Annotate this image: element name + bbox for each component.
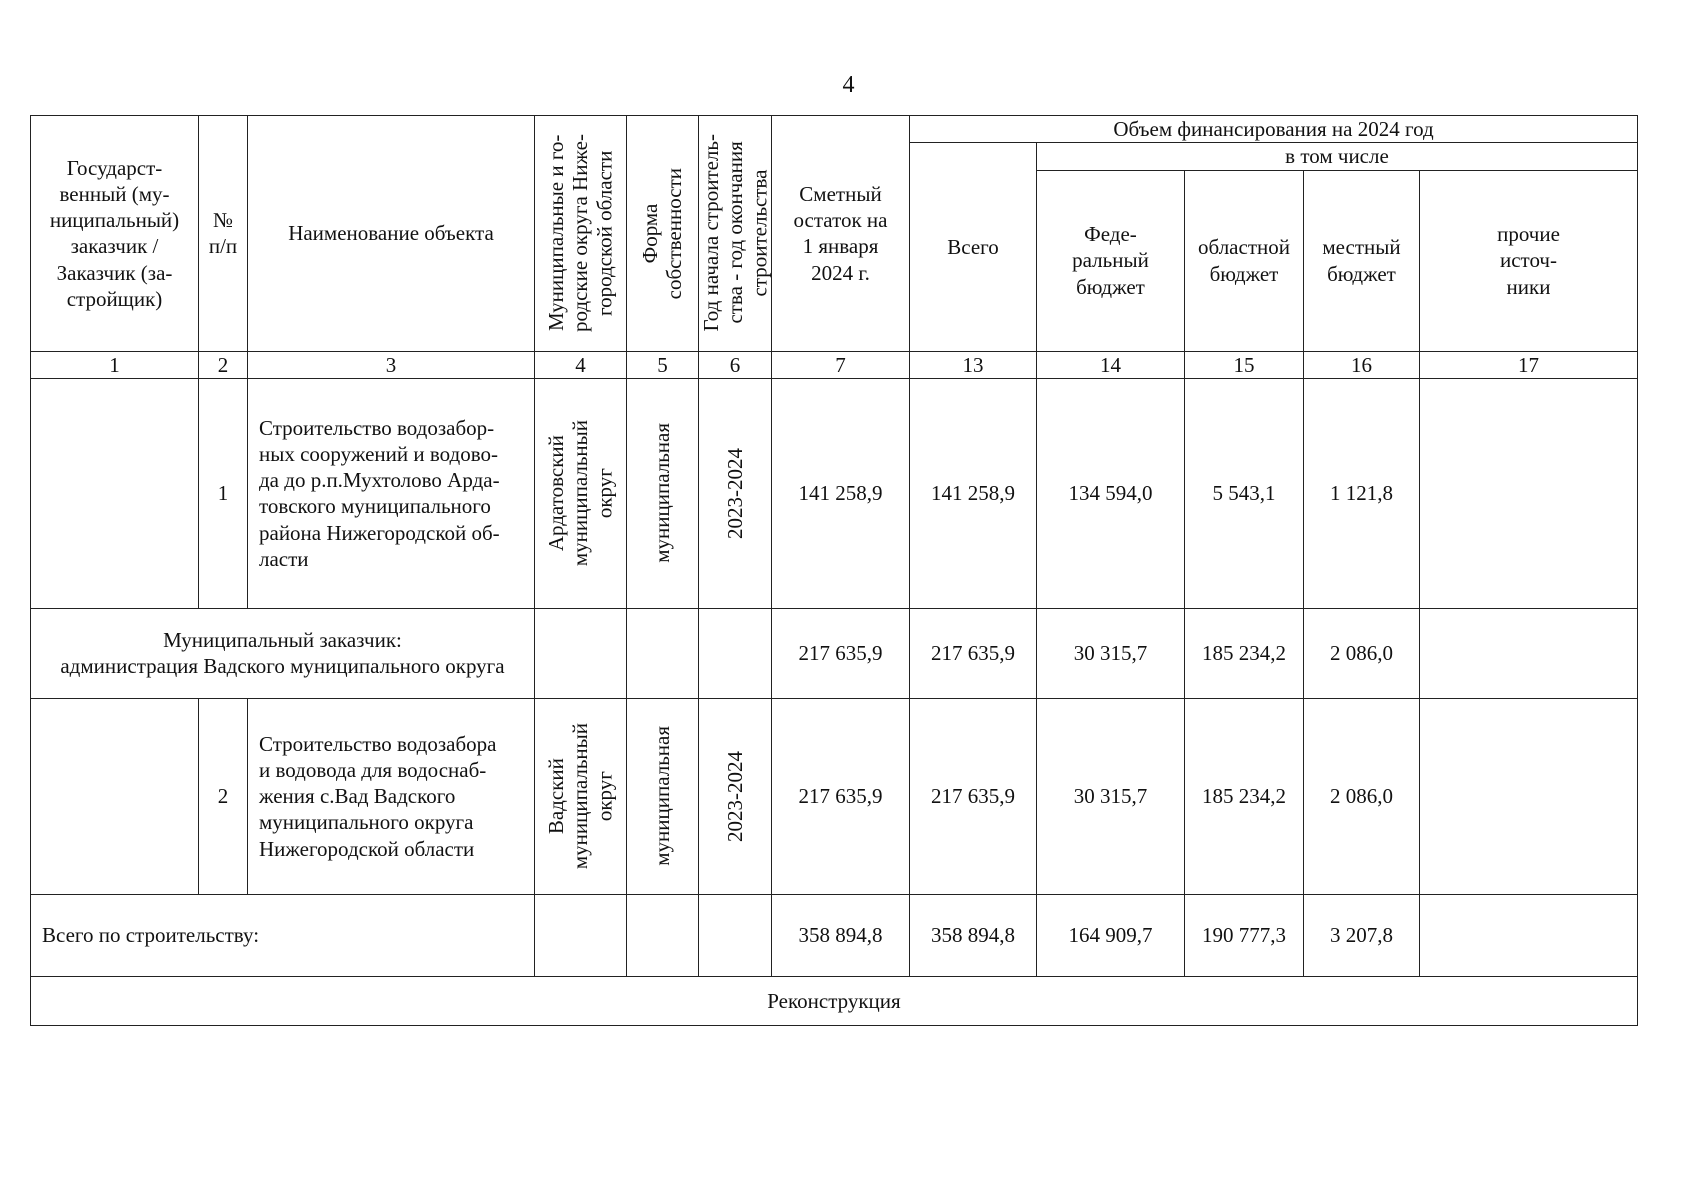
header-row-1 bbox=[31, 116, 1638, 143]
col-num: 5 bbox=[627, 351, 699, 378]
cell-customer-label: Муниципальный заказчик: администрация Вадского муниципального округа bbox=[31, 608, 535, 698]
header-municipal: Муниципальные и го- родские округа Ниже- городской области bbox=[535, 116, 627, 352]
cell-customer bbox=[31, 378, 199, 608]
cell-number: 2 bbox=[199, 698, 248, 894]
cell-total: 141 258,9 bbox=[910, 378, 1037, 608]
table-row-item-2 bbox=[31, 698, 1638, 894]
header-number: № п/п bbox=[199, 116, 248, 352]
header-other: прочие источ- ники bbox=[1420, 170, 1638, 351]
col-num: 16 bbox=[1304, 351, 1420, 378]
cell-ownership bbox=[627, 608, 699, 698]
table-row-section bbox=[31, 976, 1638, 1025]
cell-grand-total-label: Всего по строительству: bbox=[31, 894, 535, 976]
col-num: 4 bbox=[535, 351, 627, 378]
cell-total: 358 894,8 bbox=[910, 894, 1037, 976]
cell-regional: 5 543,1 bbox=[1185, 378, 1304, 608]
cell-regional: 190 777,3 bbox=[1185, 894, 1304, 976]
cell-federal: 164 909,7 bbox=[1037, 894, 1185, 976]
header-object-name: Наименование объекта bbox=[248, 116, 535, 352]
cell-total: 217 635,9 bbox=[910, 698, 1037, 894]
cell-federal: 30 315,7 bbox=[1037, 608, 1185, 698]
header-local: местный бюджет bbox=[1304, 170, 1420, 351]
cell-regional: 185 234,2 bbox=[1185, 698, 1304, 894]
col-num: 14 bbox=[1037, 351, 1185, 378]
cell-local: 3 207,8 bbox=[1304, 894, 1420, 976]
header-total: Всего bbox=[910, 143, 1037, 351]
header-customer: Государст- венный (му- ниципальный) заказчик / Заказчик (за- стройщик) bbox=[31, 116, 199, 352]
col-num: 6 bbox=[699, 351, 772, 378]
table-row-customer-2 bbox=[31, 608, 1638, 698]
cell-ownership bbox=[627, 894, 699, 976]
col-num: 3 bbox=[248, 351, 535, 378]
cell-years bbox=[699, 608, 772, 698]
col-num: 2 bbox=[199, 351, 248, 378]
col-num: 1 bbox=[31, 351, 199, 378]
financing-table bbox=[30, 115, 1638, 1026]
cell-federal: 134 594,0 bbox=[1037, 378, 1185, 608]
cell-other bbox=[1420, 608, 1638, 698]
cell-other bbox=[1420, 378, 1638, 608]
page-number: 4 bbox=[842, 72, 855, 98]
header-including: в том числе bbox=[1037, 143, 1638, 170]
header-years: Год начала строитель- ства - год окончания строительства bbox=[699, 116, 772, 352]
cell-regional: 185 234,2 bbox=[1185, 608, 1304, 698]
col-num: 17 bbox=[1420, 351, 1638, 378]
header-regional: областной бюджет bbox=[1185, 170, 1304, 351]
cell-municipal bbox=[535, 608, 627, 698]
header-federal: Феде- ральный бюджет bbox=[1037, 170, 1185, 351]
cell-local: 1 121,8 bbox=[1304, 378, 1420, 608]
header-financing: Объем финансирования на 2024 год bbox=[910, 116, 1638, 143]
cell-other bbox=[1420, 894, 1638, 976]
cell-ownership: муниципальная bbox=[627, 698, 699, 894]
section-heading: Реконструкция bbox=[31, 976, 1638, 1025]
header-ownership: Форма собственности bbox=[627, 116, 699, 352]
cell-municipal bbox=[535, 894, 627, 976]
cell-municipal: Вадский муниципальный округ bbox=[535, 698, 627, 894]
cell-years: 2023-2024 bbox=[699, 698, 772, 894]
col-num: 7 bbox=[772, 351, 910, 378]
cell-object-name: Строительство водозабор- ных сооружений и водово- да до р.п.Мухтолово Арда- товского муниципального района Нижегородской об- ласти bbox=[248, 378, 535, 608]
cell-years: 2023-2024 bbox=[699, 378, 772, 608]
cell-number: 1 bbox=[199, 378, 248, 608]
cell-local: 2 086,0 bbox=[1304, 698, 1420, 894]
cell-estimate: 141 258,9 bbox=[772, 378, 910, 608]
table-row-grand-total bbox=[31, 894, 1638, 976]
cell-estimate: 358 894,8 bbox=[772, 894, 910, 976]
cell-estimate: 217 635,9 bbox=[772, 608, 910, 698]
col-num: 15 bbox=[1185, 351, 1304, 378]
cell-years bbox=[699, 894, 772, 976]
cell-object-name: Строительство водозабора и водовода для водоснаб- жения с.Вад Вадского муниципального округа Нижегородской области bbox=[248, 698, 535, 894]
cell-customer bbox=[31, 698, 199, 894]
cell-local: 2 086,0 bbox=[1304, 608, 1420, 698]
cell-municipal: Ардатовский муниципальный округ bbox=[535, 378, 627, 608]
cell-other bbox=[1420, 698, 1638, 894]
column-number-row bbox=[31, 351, 1638, 378]
cell-estimate: 217 635,9 bbox=[772, 698, 910, 894]
cell-federal: 30 315,7 bbox=[1037, 698, 1185, 894]
cell-ownership: муниципальная bbox=[627, 378, 699, 608]
cell-total: 217 635,9 bbox=[910, 608, 1037, 698]
header-estimate: Сметный остаток на 1 января 2024 г. bbox=[772, 116, 910, 352]
col-num: 13 bbox=[910, 351, 1037, 378]
table-row-item-1 bbox=[31, 378, 1638, 608]
